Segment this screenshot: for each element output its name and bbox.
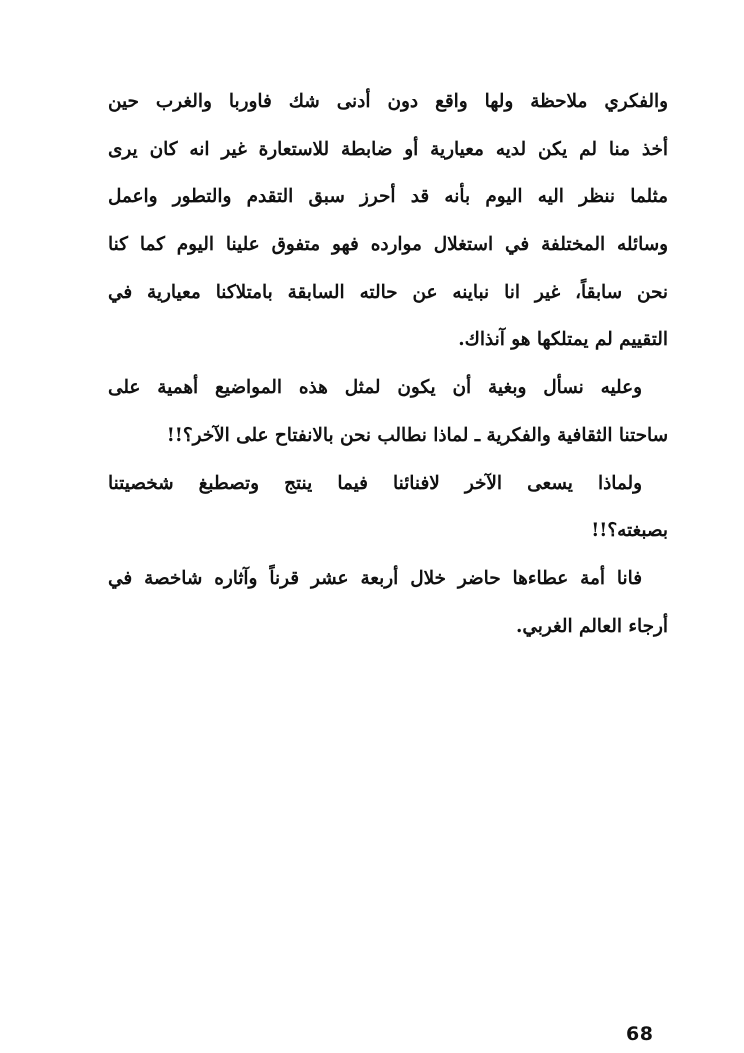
body-text — [108, 78, 668, 650]
paragraph-4 — [108, 555, 668, 650]
text-line: وعليه نسأل وبغية أن يكون لمثل هذه المواضيع أهمية على — [108, 377, 642, 399]
text-line: بصبغته؟!! — [591, 520, 668, 542]
text-line: ولماذا يسعى الآخر لافنائنا فيما ينتج وتصطبغ شخصيتنا — [108, 472, 642, 494]
text-line: ساحتنا الثقافية والفكرية ـ لماذا نطالب نحن بالانفتاح على الآخر؟!! — [166, 424, 668, 446]
text-line: نحن سابقاً، غير انا نباينه عن حالته السابقة بامتلاكنا معيارية في — [108, 281, 668, 303]
text-line: مثلما ننظر اليه اليوم بأنه قد أحرز سبق التقدم والتطور واعمل — [108, 186, 668, 208]
paragraph-3 — [108, 460, 668, 555]
paragraph-2 — [108, 364, 668, 459]
page-number: 68 — [626, 1023, 654, 1045]
text-line: أخذ منا لم يكن لديه معيارية أو ضابطة للاستعارة غير انه كان يرى — [108, 138, 668, 160]
text-line: والفكري ملاحظة ولها واقع دون أدنى شك فاوربا والغرب حين — [108, 91, 668, 112]
text-line: التقييم لم يمتلكها هو آنذاك. — [458, 329, 668, 351]
text-line: فانا أمة عطاءها حاضر خلال أربعة عشر قرناً وآثاره شاخصة في — [108, 567, 642, 589]
paragraph-1 — [108, 78, 668, 364]
text-line: وسائله المختلفة في استغلال موارده فهو متفوق علينا اليوم كما كنا — [108, 234, 668, 256]
text-line: أرجاء العالم الغربي. — [515, 615, 668, 637]
